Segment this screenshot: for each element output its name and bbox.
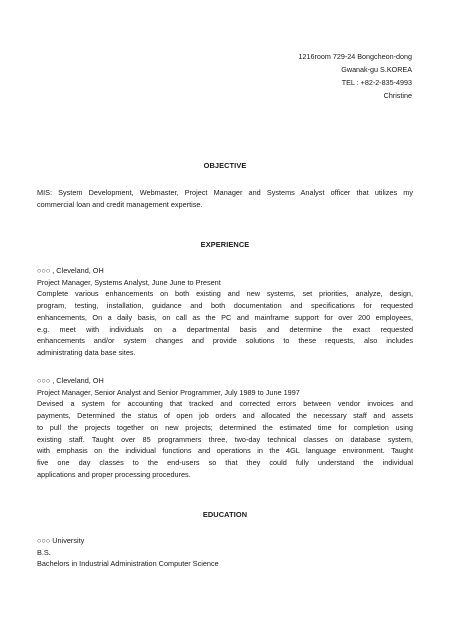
job-description-line: Complete various enhancements on both existing and new systems, set priorities, analyze, design, xyxy=(37,289,413,299)
job-employer: ○○○ , Cleveland, OH xyxy=(37,376,104,385)
job-description-line: applications and proper processing procedures. xyxy=(37,469,191,479)
objective-line: MIS: System Development, Webmaster, Project Manager and Systems Analyst officer that utilizes my xyxy=(37,188,413,197)
job-description-line: existing staff. Taught over 85 programmers three, two-day technical classes on database system, xyxy=(37,434,413,444)
contact-address xyxy=(299,50,413,102)
degree: B.S. xyxy=(37,547,51,557)
job-description-line: payments, Determined the status of open job orders and allocated the necessary staff and assets xyxy=(37,411,413,421)
education-entry xyxy=(37,535,413,570)
job-description-line: five one day classes to the end-users so that they could fully understand the individual xyxy=(37,457,413,467)
job-description-line: program, testing, installation, guidance and both documentation and specifications for requested xyxy=(37,301,413,311)
objective-line: commercial loan and credit management expertise. xyxy=(37,199,203,209)
job-title: Project Manager, Senior Analyst and Senior Programmer, July 1989 to June 1997 xyxy=(37,387,300,397)
address-line-2: Gwanak-gu S.KOREA xyxy=(341,65,412,74)
job-description-line: with emphasis on the individual functions and operations in the 4GL language environment. Taught xyxy=(37,446,413,456)
job-entry-2 xyxy=(37,375,413,480)
job-description-line: enhancements and/or system changes and provide solutions to these requests, also includes xyxy=(37,336,413,346)
job-entry-1 xyxy=(37,265,413,359)
job-employer: ○○○ , Cleveland, OH xyxy=(37,266,104,275)
experience-heading: EXPERIENCE xyxy=(200,240,250,249)
objective-text xyxy=(37,187,413,210)
job-description-line: to pull the projects together on new projects; determined the estimated time for completion using xyxy=(37,422,413,432)
address-line-1: 1216room 729-24 Bongcheon-dong xyxy=(298,52,412,61)
job-description-line: Devised a system for accounting that tracked and corrected errors between vendor invoices and xyxy=(37,399,413,409)
school-name: ○○○ University xyxy=(37,536,85,545)
job-description-line: e.g. meet with individuals on a departmental basis and determine the exact requested xyxy=(37,324,413,334)
phone-number: TEL : +82-2-835-4993 xyxy=(341,78,412,87)
candidate-name: Christine xyxy=(383,91,412,100)
objective-heading: OBJECTIVE xyxy=(203,161,247,170)
education-heading: EDUCATION xyxy=(202,510,248,519)
job-description-line: administrating data base sites. xyxy=(37,347,136,357)
job-title: Project Manager, Systems Analyst, June June to Present xyxy=(37,277,221,287)
job-description-line: enhancements, On a daily basis, on call as the PC and mainframe support for over 200 employees, xyxy=(37,312,413,322)
degree-field: Bachelors in Industrial Administration Computer Science xyxy=(37,559,219,569)
